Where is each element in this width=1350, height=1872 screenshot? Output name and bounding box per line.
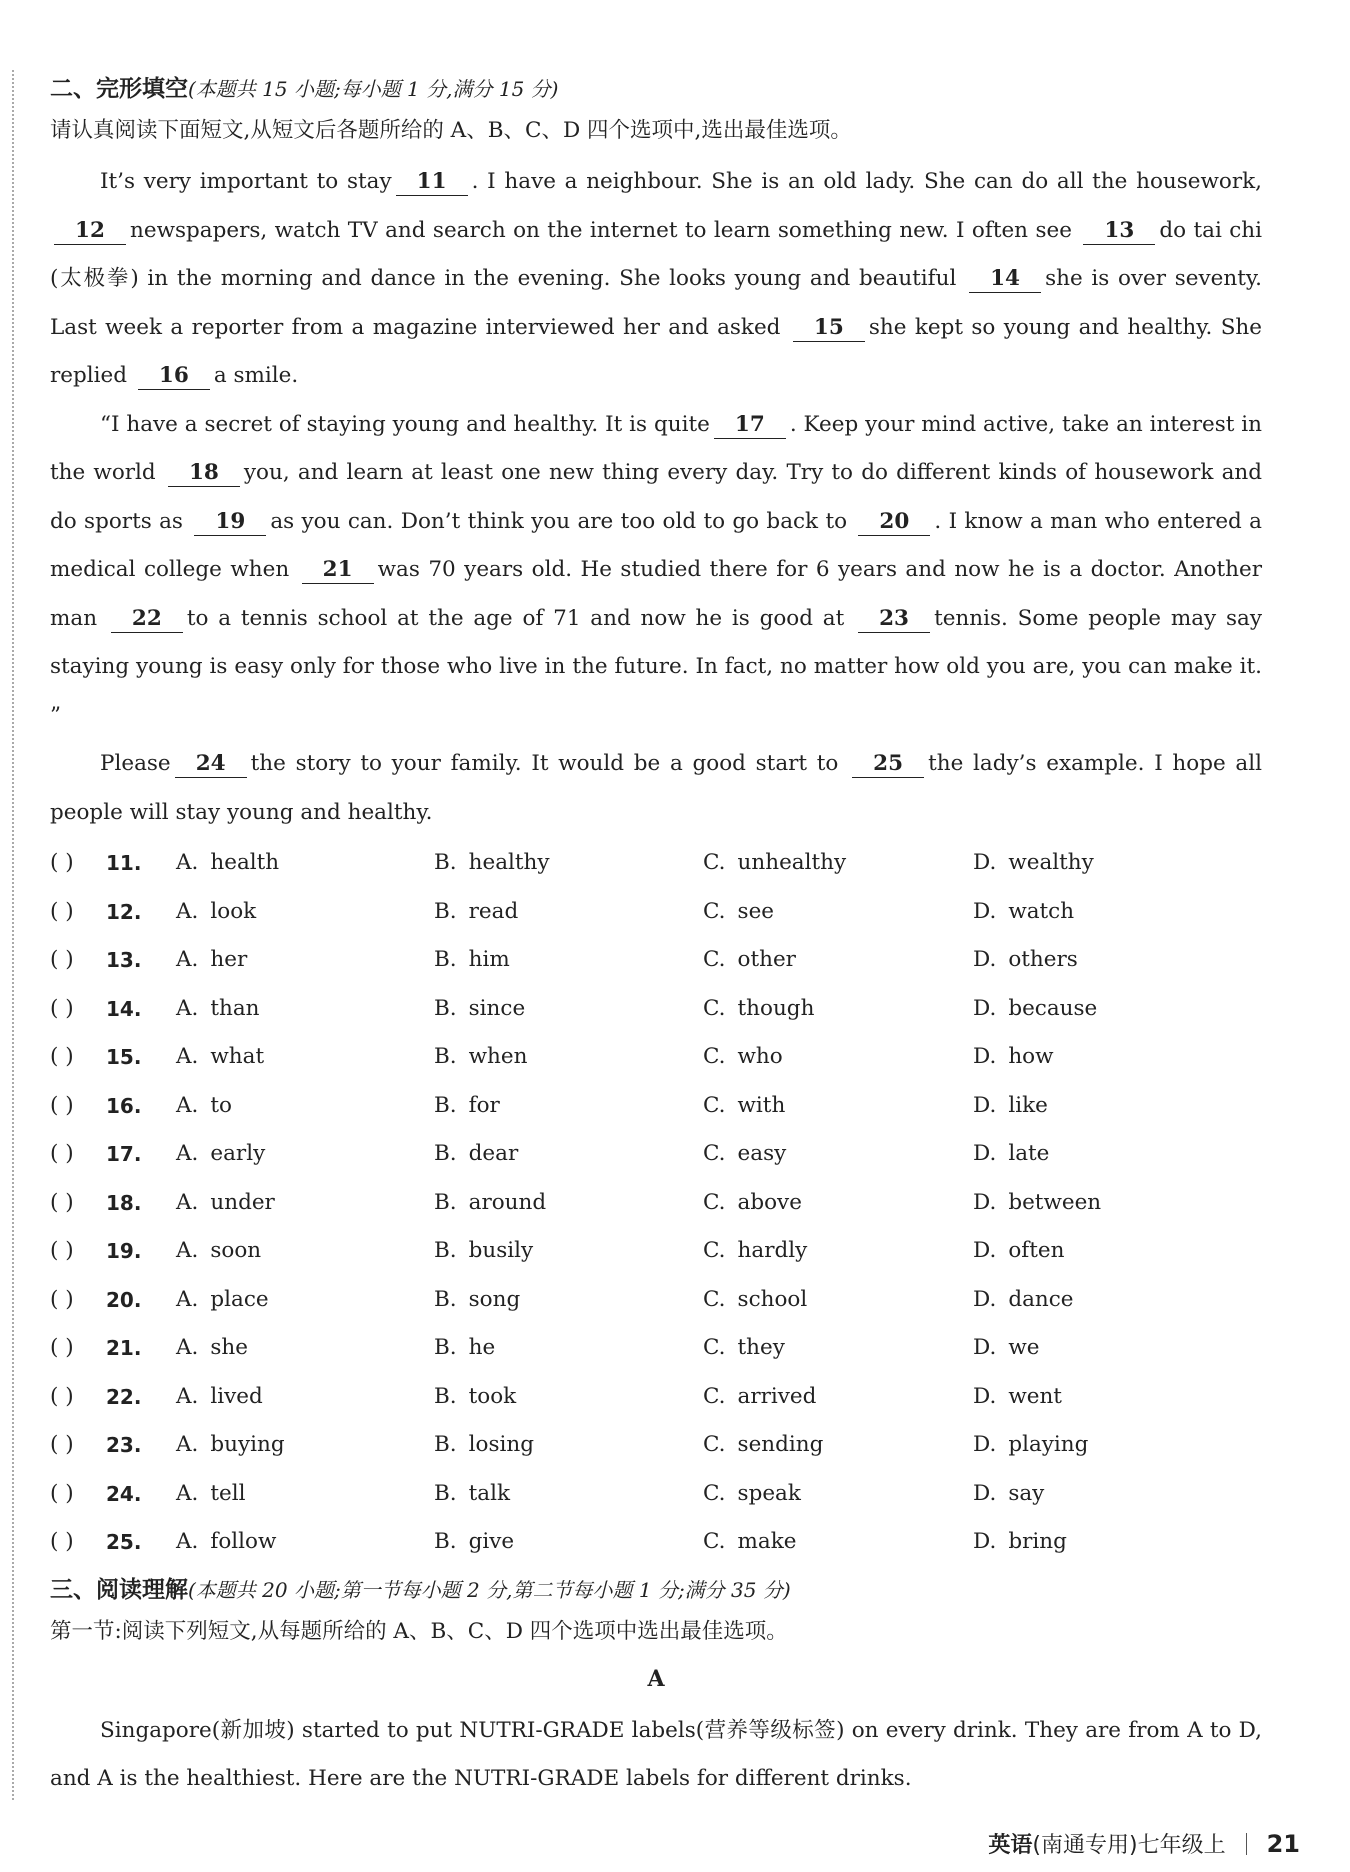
question-row xyxy=(50,839,1262,888)
option-text: she xyxy=(210,1335,248,1360)
option-text: because xyxy=(1008,995,1098,1021)
option-text: dear xyxy=(468,1141,519,1166)
question-row xyxy=(50,1518,1262,1567)
option-b[interactable] xyxy=(434,1082,500,1131)
question-row xyxy=(50,936,1262,985)
question-row xyxy=(50,888,1262,937)
cloze-paragraph-1: It’s very important to stay 11 . I have a neighbour. She is an old lady. She can do all the housework, 12 newspapers, watch TV and search on the internet to learn something new. I often see 13 do tai chi (太极拳) in the morning and dance in the evening. She looks young and beautiful 14 she is over seventy. Last week a reporter from a magazine interviewed her and asked 15 she kept so young and healthy. She replied 16 a smile. xyxy=(50,169,1262,388)
option-letter: C. xyxy=(703,1141,726,1166)
question-number: 17. xyxy=(106,1142,142,1166)
option-text: buying xyxy=(210,1432,285,1457)
option-letter: D. xyxy=(973,1238,997,1263)
option-c[interactable] xyxy=(703,888,774,937)
option-d[interactable] xyxy=(973,985,1097,1034)
option-letter: A. xyxy=(176,1044,199,1069)
option-text: what xyxy=(210,1044,265,1069)
option-letter: C. xyxy=(703,1286,726,1312)
option-text: see xyxy=(737,898,775,924)
footer-edition: (南通专用)七年级上 xyxy=(1032,1833,1226,1858)
section2-note: (本题共 15 小题;每小题 1 分,满分 15 分) xyxy=(188,77,559,101)
option-text: look xyxy=(210,898,257,924)
option-d[interactable] xyxy=(973,1470,1044,1519)
option-letter: C. xyxy=(703,1189,726,1215)
question-number: 21. xyxy=(106,1336,142,1360)
option-letter: C. xyxy=(703,1432,726,1457)
option-letter: A. xyxy=(176,1335,199,1360)
option-letter: B. xyxy=(434,1286,457,1312)
option-a[interactable] xyxy=(176,1130,265,1179)
option-text: busily xyxy=(468,1238,534,1263)
option-c[interactable] xyxy=(703,1518,797,1567)
reading-passage-a: Singapore(新加坡) started to put NUTRI-GRADE labels(营养等级标签) on every drink. They are from A to D, and A is the healthiest. Here are the NUTRI-GRADE labels for different drinks. xyxy=(50,1717,1262,1791)
question-row xyxy=(50,1179,1262,1228)
option-text: than xyxy=(210,995,260,1021)
cloze-paragraph-2: “I have a secret of staying young and healthy. It is quite 17 . Keep your mind active, take an interest in the world 18 you, and learn at least one new thing every day. Try to do different kinds of housework and do sports as 19 as you can. Don’t think you are too old to go back to 20 . I know a man who entered a medical college when 21 was 70 years old. He studied there for 6 years and now he is a doctor. Another man 22 to a tennis school at the age of 71 and now he is good at 23 tennis. Some people may say staying young is easy only for those who live in the future. In fact, no matter how old you are, you can make it. ” xyxy=(50,411,1263,728)
option-b[interactable] xyxy=(434,985,525,1034)
blank-16[interactable]: 16 xyxy=(138,363,210,390)
option-text: arrived xyxy=(737,1383,817,1409)
option-text: health xyxy=(210,850,280,875)
option-text: follow xyxy=(210,1529,277,1554)
option-a[interactable] xyxy=(176,1518,276,1567)
option-a[interactable] xyxy=(176,1470,246,1519)
option-d[interactable] xyxy=(973,1227,1064,1276)
blank-19[interactable]: 19 xyxy=(194,509,266,536)
blank-20[interactable]: 20 xyxy=(858,509,930,536)
option-c[interactable] xyxy=(703,985,814,1034)
section3-instruction: 第一节:阅读下列短文,从每题所给的 A、B、C、D 四个选项中选出最佳选项。 xyxy=(50,1618,788,1644)
option-letter: D. xyxy=(973,1383,997,1409)
section3-heading xyxy=(50,1573,1262,1607)
option-text: soon xyxy=(210,1238,262,1263)
answer-bracket[interactable]: ( ) xyxy=(50,850,74,875)
option-a[interactable] xyxy=(176,839,279,888)
option-letter: C. xyxy=(703,1044,726,1069)
option-c[interactable] xyxy=(703,1421,823,1470)
option-text: how xyxy=(1008,1044,1054,1069)
option-text: watch xyxy=(1008,898,1075,924)
answer-bracket[interactable]: ( ) xyxy=(50,1044,74,1069)
option-letter: A. xyxy=(176,1189,199,1215)
blank-17[interactable]: 17 xyxy=(714,412,786,439)
option-letter: B. xyxy=(434,1432,457,1457)
option-b[interactable] xyxy=(434,936,510,985)
question-row xyxy=(50,1227,1262,1276)
option-a[interactable] xyxy=(176,1421,285,1470)
option-letter: C. xyxy=(703,1238,726,1263)
blank-25[interactable]: 25 xyxy=(852,751,924,778)
section2-heading xyxy=(50,72,1262,106)
option-d[interactable] xyxy=(973,1373,1062,1422)
question-row xyxy=(50,1470,1262,1519)
question-row xyxy=(50,1130,1262,1179)
option-text: healthy xyxy=(468,850,550,875)
option-c[interactable] xyxy=(703,1179,802,1228)
option-c[interactable] xyxy=(703,839,846,888)
option-text: around xyxy=(468,1189,547,1215)
blank-24[interactable]: 24 xyxy=(175,751,247,778)
option-b[interactable] xyxy=(434,1276,520,1325)
option-text: him xyxy=(468,947,510,972)
question-number: 23. xyxy=(106,1433,142,1457)
margin-dotted-rule xyxy=(12,70,14,1800)
option-text: he xyxy=(468,1335,496,1360)
option-a[interactable] xyxy=(176,1227,261,1276)
blank-11[interactable]: 11 xyxy=(396,169,468,196)
option-c[interactable] xyxy=(703,1324,785,1373)
answer-bracket[interactable]: ( ) xyxy=(50,1529,74,1554)
option-a[interactable] xyxy=(176,888,256,937)
answer-bracket[interactable]: ( ) xyxy=(50,1141,74,1166)
option-a[interactable] xyxy=(176,1373,263,1422)
option-c[interactable] xyxy=(703,1470,801,1519)
option-text: they xyxy=(737,1335,785,1360)
option-letter: B. xyxy=(434,1238,457,1263)
option-text: unhealthy xyxy=(737,850,847,875)
option-c[interactable] xyxy=(703,1082,785,1131)
option-c[interactable] xyxy=(703,1033,783,1082)
option-text: above xyxy=(737,1189,802,1215)
option-letter: D. xyxy=(973,1432,997,1457)
question-number: 20. xyxy=(106,1287,142,1312)
section2-instruction: 请认真阅读下面短文,从短文后各题所给的 A、B、C、D 四个选项中,选出最佳选项。 xyxy=(50,118,852,143)
option-letter: B. xyxy=(434,1141,457,1166)
answer-bracket[interactable]: ( ) xyxy=(50,1238,74,1263)
answer-bracket[interactable]: ( ) xyxy=(50,1480,74,1506)
option-letter: B. xyxy=(434,995,457,1021)
option-d[interactable] xyxy=(973,936,1078,985)
option-letter: A. xyxy=(176,1480,199,1506)
option-letter: D. xyxy=(973,1044,997,1069)
option-letter: A. xyxy=(176,1383,199,1409)
option-text: lived xyxy=(210,1383,263,1409)
option-letter: D. xyxy=(973,1092,997,1118)
option-d[interactable] xyxy=(973,1324,1039,1373)
blank-21[interactable]: 21 xyxy=(302,557,374,584)
option-text: make xyxy=(737,1529,797,1554)
option-letter: B. xyxy=(434,1189,457,1215)
section2-title: 二、完形填空 xyxy=(50,75,188,102)
option-b[interactable] xyxy=(434,1033,527,1082)
option-text: dance xyxy=(1008,1286,1074,1312)
option-a[interactable] xyxy=(176,1276,269,1325)
option-text: her xyxy=(210,947,248,972)
option-text: other xyxy=(737,947,796,972)
option-text: early xyxy=(210,1141,266,1166)
option-a[interactable] xyxy=(176,1324,248,1373)
option-c[interactable] xyxy=(703,1373,816,1422)
option-letter: D. xyxy=(973,898,997,924)
question-row xyxy=(50,1276,1262,1325)
option-letter: C. xyxy=(703,850,726,875)
option-letter: B. xyxy=(434,1335,457,1360)
question-row xyxy=(50,1373,1262,1422)
footer-subject: 英语 xyxy=(988,1833,1033,1858)
option-letter: A. xyxy=(176,1286,199,1312)
option-c[interactable] xyxy=(703,1130,786,1179)
option-letter: A. xyxy=(176,947,199,972)
option-b[interactable] xyxy=(434,839,550,888)
blank-15[interactable]: 15 xyxy=(793,315,865,342)
blank-14[interactable]: 14 xyxy=(969,266,1041,293)
option-text: under xyxy=(210,1189,275,1215)
option-d[interactable] xyxy=(973,1033,1054,1082)
option-b[interactable] xyxy=(434,1518,514,1567)
option-text: hardly xyxy=(737,1238,808,1263)
option-d[interactable] xyxy=(973,1276,1074,1325)
option-text: since xyxy=(468,995,526,1021)
answer-bracket[interactable]: ( ) xyxy=(50,995,74,1021)
option-b[interactable] xyxy=(434,1421,534,1470)
section3-note: (本题共 20 小题;第一节每小题 2 分,第二节每小题 1 分;满分 35 分) xyxy=(188,1577,791,1602)
option-text: talk xyxy=(468,1480,511,1506)
answer-bracket[interactable]: ( ) xyxy=(50,898,74,924)
option-b[interactable] xyxy=(434,1324,495,1373)
option-d[interactable] xyxy=(973,1082,1048,1131)
option-letter: D. xyxy=(973,1189,997,1215)
option-text: like xyxy=(1008,1092,1048,1118)
footer-divider xyxy=(1246,1833,1247,1855)
option-text: with xyxy=(737,1092,786,1118)
question-number: 11. xyxy=(106,851,142,875)
question-number: 18. xyxy=(106,1190,142,1215)
option-text: who xyxy=(737,1044,783,1069)
question-row xyxy=(50,1082,1262,1131)
option-text: though xyxy=(737,995,815,1021)
question-number: 13. xyxy=(106,948,142,972)
option-letter: C. xyxy=(703,995,726,1021)
option-a[interactable] xyxy=(176,936,247,985)
option-a[interactable] xyxy=(176,985,260,1034)
answer-bracket[interactable]: ( ) xyxy=(50,1092,74,1118)
option-d[interactable] xyxy=(973,1518,1067,1567)
option-letter: D. xyxy=(973,850,997,875)
option-b[interactable] xyxy=(434,1373,516,1422)
option-text: we xyxy=(1008,1335,1040,1360)
option-letter: A. xyxy=(176,1432,199,1457)
option-letter: C. xyxy=(703,1335,726,1360)
option-letter: B. xyxy=(434,947,457,972)
answer-bracket[interactable]: ( ) xyxy=(50,1286,74,1312)
option-text: school xyxy=(737,1286,808,1312)
option-text: for xyxy=(468,1092,500,1118)
option-letter: D. xyxy=(973,1480,997,1506)
question-number: 24. xyxy=(106,1481,142,1506)
answer-bracket[interactable]: ( ) xyxy=(50,1335,74,1360)
option-text: when xyxy=(468,1044,528,1069)
blank-22[interactable]: 22 xyxy=(111,606,183,633)
option-text: often xyxy=(1008,1238,1065,1263)
option-letter: D. xyxy=(973,1141,997,1166)
worksheet-page xyxy=(50,72,1262,1804)
option-d[interactable] xyxy=(973,888,1074,937)
answer-bracket[interactable]: ( ) xyxy=(50,1189,74,1215)
question-row xyxy=(50,1033,1262,1082)
option-letter: B. xyxy=(434,1092,457,1118)
question-number: 25. xyxy=(106,1530,142,1554)
option-letter: D. xyxy=(973,1529,997,1554)
option-text: say xyxy=(1008,1480,1045,1506)
question-row xyxy=(50,1421,1262,1470)
option-text: easy xyxy=(737,1141,787,1166)
option-letter: B. xyxy=(434,1383,457,1409)
option-letter: A. xyxy=(176,1529,199,1554)
option-text: others xyxy=(1008,947,1078,972)
option-text: to xyxy=(210,1092,232,1118)
option-letter: B. xyxy=(434,1480,457,1506)
option-letter: B. xyxy=(434,898,457,924)
option-letter: C. xyxy=(703,1383,726,1409)
option-text: late xyxy=(1008,1141,1050,1166)
blank-12[interactable]: 12 xyxy=(54,218,126,245)
blank-13[interactable]: 13 xyxy=(1083,218,1155,245)
question-number: 12. xyxy=(106,899,142,924)
option-b[interactable] xyxy=(434,1227,533,1276)
option-c[interactable] xyxy=(703,936,796,985)
option-c[interactable] xyxy=(703,1227,807,1276)
option-letter: D. xyxy=(973,1335,997,1360)
option-b[interactable] xyxy=(434,888,518,937)
question-number: 22. xyxy=(106,1384,142,1409)
option-letter: A. xyxy=(176,1092,199,1118)
option-text: tell xyxy=(210,1480,246,1506)
option-text: bring xyxy=(1008,1529,1067,1554)
option-text: losing xyxy=(468,1432,534,1457)
question-number: 19. xyxy=(106,1239,142,1263)
passage-label: A xyxy=(647,1665,665,1692)
option-a[interactable] xyxy=(176,1082,232,1131)
option-letter: C. xyxy=(703,947,726,972)
option-text: song xyxy=(468,1286,521,1312)
question-row xyxy=(50,1324,1262,1373)
option-letter: A. xyxy=(176,898,199,924)
answer-bracket[interactable]: ( ) xyxy=(50,1432,74,1457)
answer-bracket[interactable]: ( ) xyxy=(50,947,74,972)
page-number: 21 xyxy=(1266,1830,1300,1858)
option-text: speak xyxy=(737,1480,801,1506)
answer-bracket[interactable]: ( ) xyxy=(50,1383,74,1409)
option-letter: A. xyxy=(176,1141,199,1166)
option-text: place xyxy=(210,1286,269,1312)
option-text: between xyxy=(1008,1189,1102,1215)
blank-18[interactable]: 18 xyxy=(168,460,240,487)
cloze-question-list xyxy=(50,839,1262,1567)
cloze-paragraph-3: Please 24 the story to your family. It would be a good start to 25 the lady’s example. I hope all people will stay young and healthy. xyxy=(50,751,1262,825)
option-letter: A. xyxy=(176,995,199,1021)
question-number: 16. xyxy=(106,1093,142,1118)
section3-title: 三、阅读理解 xyxy=(50,1575,188,1603)
option-letter: B. xyxy=(434,1529,457,1554)
option-text: sending xyxy=(737,1432,824,1457)
option-text: give xyxy=(468,1529,515,1554)
page-footer xyxy=(0,1828,1300,1859)
option-text: wealthy xyxy=(1008,850,1094,875)
option-d[interactable] xyxy=(973,1421,1088,1470)
option-letter: A. xyxy=(176,850,199,875)
option-text: read xyxy=(468,898,519,924)
option-d[interactable] xyxy=(973,839,1094,888)
option-b[interactable] xyxy=(434,1179,546,1228)
option-letter: A. xyxy=(176,1238,199,1263)
option-text: took xyxy=(468,1383,517,1409)
option-letter: D. xyxy=(973,1286,997,1312)
question-number: 14. xyxy=(106,996,142,1021)
question-number: 15. xyxy=(106,1045,142,1069)
option-letter: D. xyxy=(973,947,997,972)
option-letter: B. xyxy=(434,850,457,875)
blank-23[interactable]: 23 xyxy=(858,606,930,633)
option-letter: C. xyxy=(703,1092,726,1118)
option-b[interactable] xyxy=(434,1130,518,1179)
option-letter: C. xyxy=(703,1480,726,1506)
option-d[interactable] xyxy=(973,1179,1101,1228)
option-letter: B. xyxy=(434,1044,457,1069)
option-letter: C. xyxy=(703,1529,726,1554)
option-b[interactable] xyxy=(434,1470,510,1519)
option-c[interactable] xyxy=(703,1276,807,1325)
option-a[interactable] xyxy=(176,1179,275,1228)
option-a[interactable] xyxy=(176,1033,264,1082)
option-text: playing xyxy=(1008,1432,1089,1457)
question-row xyxy=(50,985,1262,1034)
option-letter: D. xyxy=(973,995,997,1021)
option-d[interactable] xyxy=(973,1130,1049,1179)
option-text: went xyxy=(1008,1383,1062,1409)
option-letter: C. xyxy=(703,898,726,924)
